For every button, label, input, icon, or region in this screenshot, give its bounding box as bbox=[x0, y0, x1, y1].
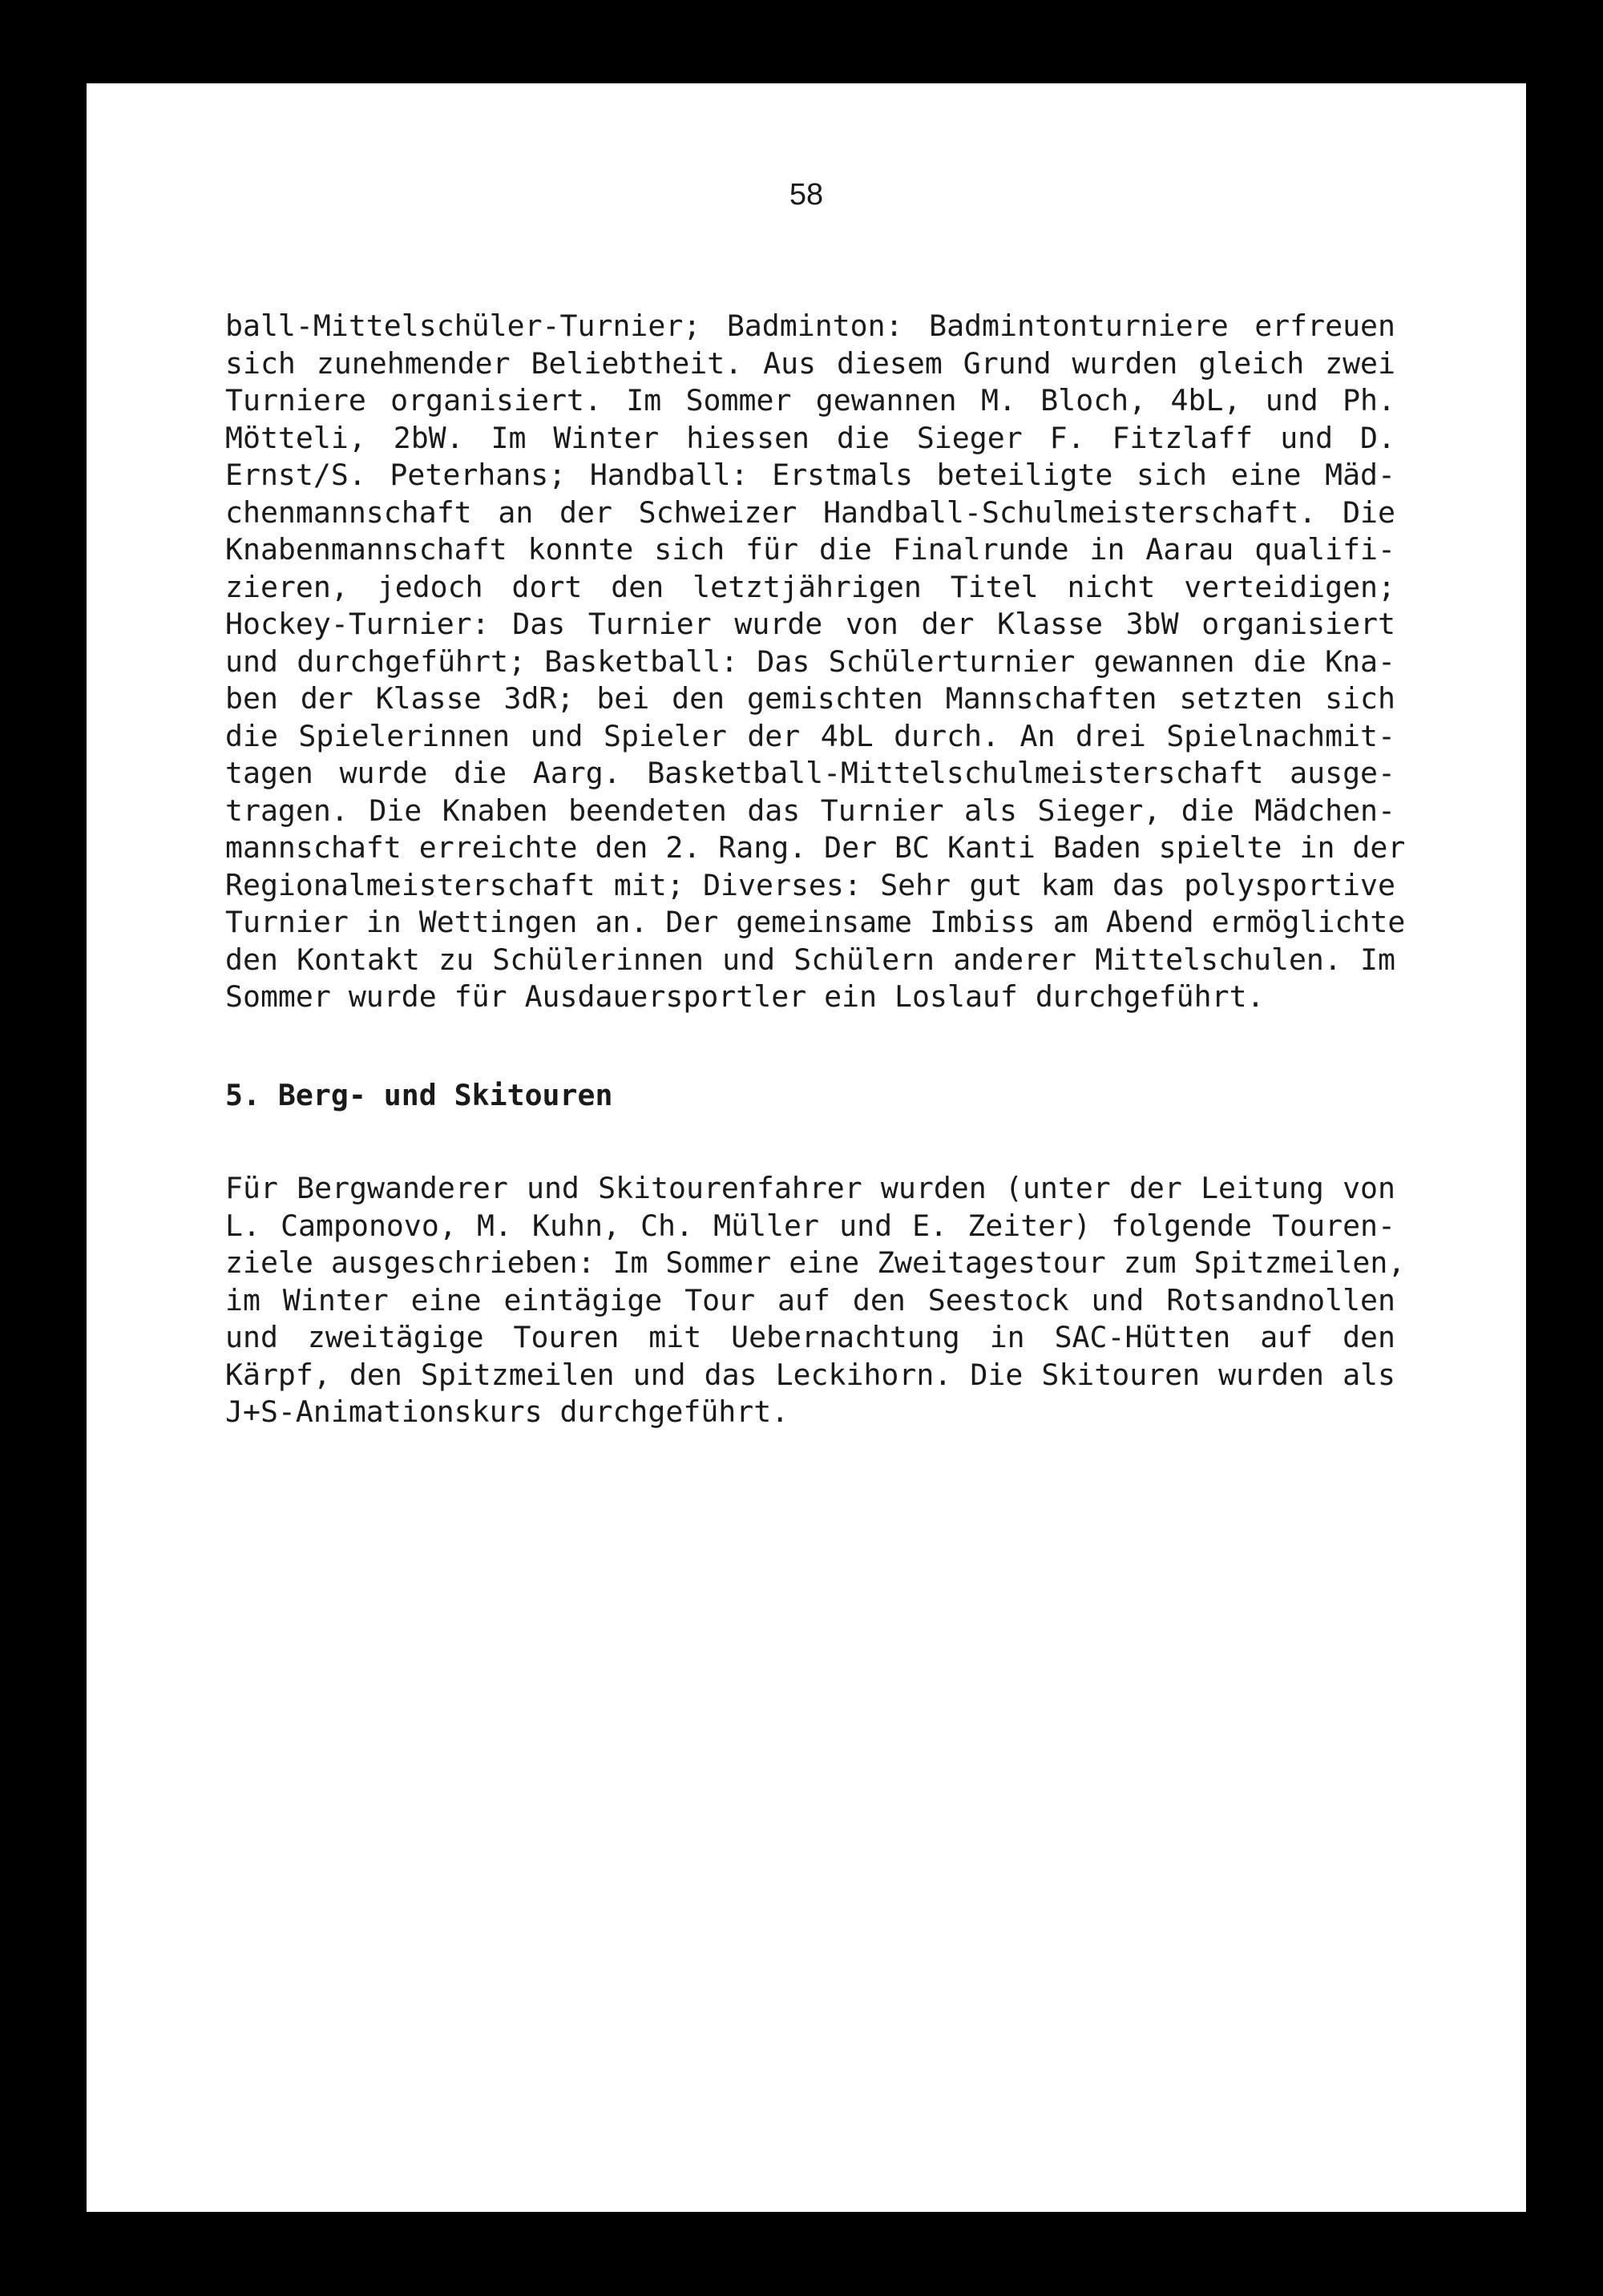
text-line: ziele ausgeschrieben: Im Sommer eine Zweitagestour zum Spitzmeilen, bbox=[225, 1245, 1406, 1280]
text-line: Sommer wurde für Ausdauersportler ein Loslauf durchgeführt. bbox=[225, 979, 1265, 1014]
text-line: sich zunehmender Beliebtheit. Aus diesem Grund wurden gleich zwei bbox=[225, 345, 1395, 381]
text-line: Knabenmannschaft konnte sich für die Finalrunde in Aarau qualifi- bbox=[225, 532, 1395, 567]
text-line: im Winter eine eintägige Tour auf den Seestock und Rotsandnollen bbox=[225, 1282, 1395, 1317]
text-line: mannschaft erreichte den 2. Rang. Der BC Kanti Baden spielte in der bbox=[225, 830, 1406, 865]
paragraph-sports-report bbox=[225, 308, 1406, 1016]
paragraph-mountain-tours bbox=[225, 1170, 1406, 1431]
text-line: die Spielerinnen und Spieler der 4bL durch. An drei Spielnachmit- bbox=[225, 718, 1395, 753]
text-line: zieren, jedoch dort den letztjährigen Titel nicht verteidigen; bbox=[225, 569, 1395, 604]
text-line: tragen. Die Knaben beendeten das Turnier als Sieger, die Mädchen- bbox=[225, 793, 1395, 828]
text-line: J+S-Animationskurs durchgeführt. bbox=[225, 1394, 789, 1429]
text-line: Regionalmeisterschaft mit; Diverses: Sehr gut kam das polysportive bbox=[225, 867, 1395, 902]
text-line: und zweitägige Touren mit Uebernachtung in SAC-Hütten auf den bbox=[225, 1320, 1395, 1354]
text-line: Turnier in Wettingen an. Der gemeinsame Imbiss am Abend ermöglichte bbox=[225, 905, 1406, 939]
text-line: Ernst/S. Peterhans; Handball: Erstmals beteiligte sich eine Mäd- bbox=[225, 458, 1395, 492]
text-line: ben der Klasse 3dR; bei den gemischten Mannschaften setzten sich bbox=[225, 681, 1395, 716]
text-line: ball-Mittelschüler-Turnier; Badminton: Badmintonturniere erfreuen bbox=[225, 309, 1395, 343]
text-line: Kärpf, den Spitzmeilen und das Leckihorn. Die Skitouren wurden als bbox=[225, 1357, 1395, 1392]
section-heading: 5. Berg- und Skitouren bbox=[225, 1078, 613, 1112]
text-line: Turniere organisiert. Im Sommer gewannen M. Bloch, 4bL, und Ph. bbox=[225, 383, 1395, 418]
page-sheet bbox=[87, 83, 1526, 2212]
text-line: Mötteli, 2bW. Im Winter hiessen die Sieger F. Fitzlaff und D. bbox=[225, 420, 1395, 455]
text-line: Hockey-Turnier: Das Turnier wurde von der Klasse 3bW organisiert bbox=[225, 607, 1395, 641]
text-line: L. Camponovo, M. Kuhn, Ch. Müller und E. Zeiter) folgende Touren- bbox=[225, 1208, 1395, 1243]
text-line: chenmannschaft an der Schweizer Handball-Schulmeisterschaft. Die bbox=[225, 494, 1395, 530]
page-number: 58 bbox=[789, 178, 824, 212]
text-line: tagen wurde die Aarg. Basketball-Mittelschulmeisterschaft ausge- bbox=[225, 756, 1395, 790]
text-line: den Kontakt zu Schülerinnen und Schülern anderer Mittelschulen. Im bbox=[225, 942, 1395, 977]
text-line: Für Bergwanderer und Skitourenfahrer wurden (unter der Leitung von bbox=[225, 1171, 1395, 1205]
text-line: und durchgeführt; Basketball: Das Schülerturnier gewannen die Kna- bbox=[225, 644, 1395, 679]
